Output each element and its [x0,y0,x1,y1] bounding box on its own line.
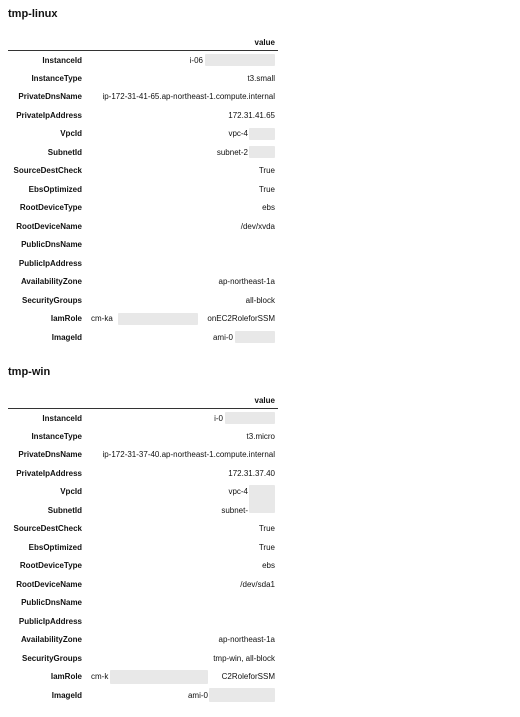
attribute-key: SourceDestCheck [13,166,82,176]
table-row [8,328,278,347]
section-title: tmp-win [8,366,51,378]
attribute-value: /dev/sda1 [240,579,275,589]
table-row [8,199,278,218]
redaction-box [110,670,208,684]
attribute-key: SecurityGroups [21,653,82,663]
value-text: C2RoleforSSM [221,672,275,682]
attribute-value [88,236,278,255]
attribute-value [88,254,278,273]
attribute-key: PublicDnsName [21,598,82,608]
table-row [8,446,278,465]
value-text: subnet-2 [216,147,248,157]
table-row [8,464,278,483]
key-column-header [8,393,88,409]
table-row [8,236,278,255]
key-column-header [8,35,88,51]
attribute-key: SourceDestCheck [13,524,82,534]
instance-attributes-table [8,393,278,705]
attribute-value: True [258,166,275,176]
table-row [8,143,278,162]
attribute-value: all-block [245,295,275,305]
attribute-value: 172.31.41.65 [228,110,275,120]
attribute-key: EbsOptimized [28,542,82,552]
value-text: vpc-4 [228,129,248,139]
instance-attributes-table [8,35,278,347]
attribute-key: PrivateDnsName [18,92,82,102]
attribute-key: VpcId [60,487,82,497]
section-title: tmp-linux [8,8,58,20]
table-row [8,125,278,144]
attribute-value [88,409,278,428]
attribute-value: True [258,184,275,194]
table-row [8,162,278,181]
attribute-value: ip-172-31-41-65.ap-northeast-1.compute.internal [102,92,275,102]
value-text: i-0 [214,413,223,423]
attribute-key: PrivateIpAddress [16,110,82,120]
table-row [8,686,278,705]
value-text-left: cm-ka [91,313,113,323]
redaction-box [118,313,198,325]
attribute-key: IamRole [50,314,82,324]
table-row [8,668,278,687]
attribute-key: PublicDnsName [21,240,82,250]
value-column-header: value [88,393,278,409]
value-text: ami-0 [212,332,233,342]
table-row [8,427,278,446]
attribute-value: ebs [262,203,275,213]
value-text: subnet- [221,505,248,515]
value-text: vpc-4 [228,487,248,497]
table-row [8,310,278,329]
instance-section-tmp-win [0,358,520,717]
table-row [8,254,278,273]
attribute-key: SubnetId [47,147,82,157]
attribute-value [88,143,278,162]
attribute-key: ImageId [51,332,82,342]
attribute-value [88,483,278,502]
table-row [8,88,278,107]
attribute-key: PublicIpAddress [18,258,82,268]
attribute-key: RootDeviceType [19,561,82,571]
table-row [8,291,278,310]
value-text: onEC2RoleforSSM [207,314,275,324]
attribute-value [88,668,278,687]
value-column-header: value [88,35,278,51]
attribute-key: SecurityGroups [21,295,82,305]
value-text-left: cm-k [91,671,109,681]
attribute-value [88,594,278,613]
attribute-key: InstanceType [31,431,82,441]
instance-section-tmp-linux [0,0,520,355]
attribute-value [88,125,278,144]
value-text: i-06 [189,55,203,65]
attribute-key: VpcId [60,129,82,139]
attribute-value: tmp-win, all-block [213,653,275,663]
table-row [8,51,278,70]
table-row [8,575,278,594]
attribute-key: ImageId [51,690,82,700]
redaction-box [209,688,275,702]
table-row [8,631,278,650]
attribute-key: PublicIpAddress [18,616,82,626]
attribute-value: ap-northeast-1a [218,277,275,287]
table-row [8,538,278,557]
attribute-key: InstanceType [31,73,82,83]
attribute-key: PrivateIpAddress [16,468,82,478]
attribute-key: InstanceId [42,55,82,65]
table-row [8,594,278,613]
table-row [8,649,278,668]
attribute-value [88,501,278,520]
attribute-key: EbsOptimized [28,184,82,194]
table-row [8,520,278,539]
attribute-key: PrivateDnsName [18,450,82,460]
attribute-value: /dev/xvda [240,221,275,231]
attribute-value: True [258,542,275,552]
attribute-value [88,686,278,705]
table-row [8,69,278,88]
table-row [8,501,278,520]
attribute-value: ap-northeast-1a [218,635,275,645]
table-row [8,106,278,125]
attribute-value: 172.31.37.40 [228,468,275,478]
attribute-key: RootDeviceName [16,579,82,589]
attribute-key: AvailabilityZone [20,277,82,287]
table-row [8,273,278,292]
attribute-value [88,51,278,70]
table-row [8,180,278,199]
redaction-box [235,331,275,343]
value-text: ami-0 [187,690,208,700]
attribute-key: IamRole [50,672,82,682]
attribute-value: t3.micro [246,431,275,441]
redaction-box [249,146,275,158]
table-row [8,557,278,576]
attribute-value [88,310,278,329]
table-row [8,409,278,428]
attribute-key: RootDeviceType [19,203,82,213]
attribute-value: True [258,524,275,534]
attribute-value [88,328,278,347]
redaction-box [249,128,275,140]
attribute-value: ip-172-31-37-40.ap-northeast-1.compute.internal [102,450,275,460]
redaction-box [205,54,275,66]
table-row [8,483,278,502]
attribute-key: RootDeviceName [16,221,82,231]
attribute-value: ebs [262,561,275,571]
attribute-key: SubnetId [47,505,82,515]
table-row [8,217,278,236]
table-row [8,612,278,631]
redaction-box [225,412,275,424]
attribute-key: InstanceId [42,413,82,423]
attribute-value [88,612,278,631]
attribute-value: t3.small [247,73,275,83]
attribute-key: AvailabilityZone [20,635,82,645]
